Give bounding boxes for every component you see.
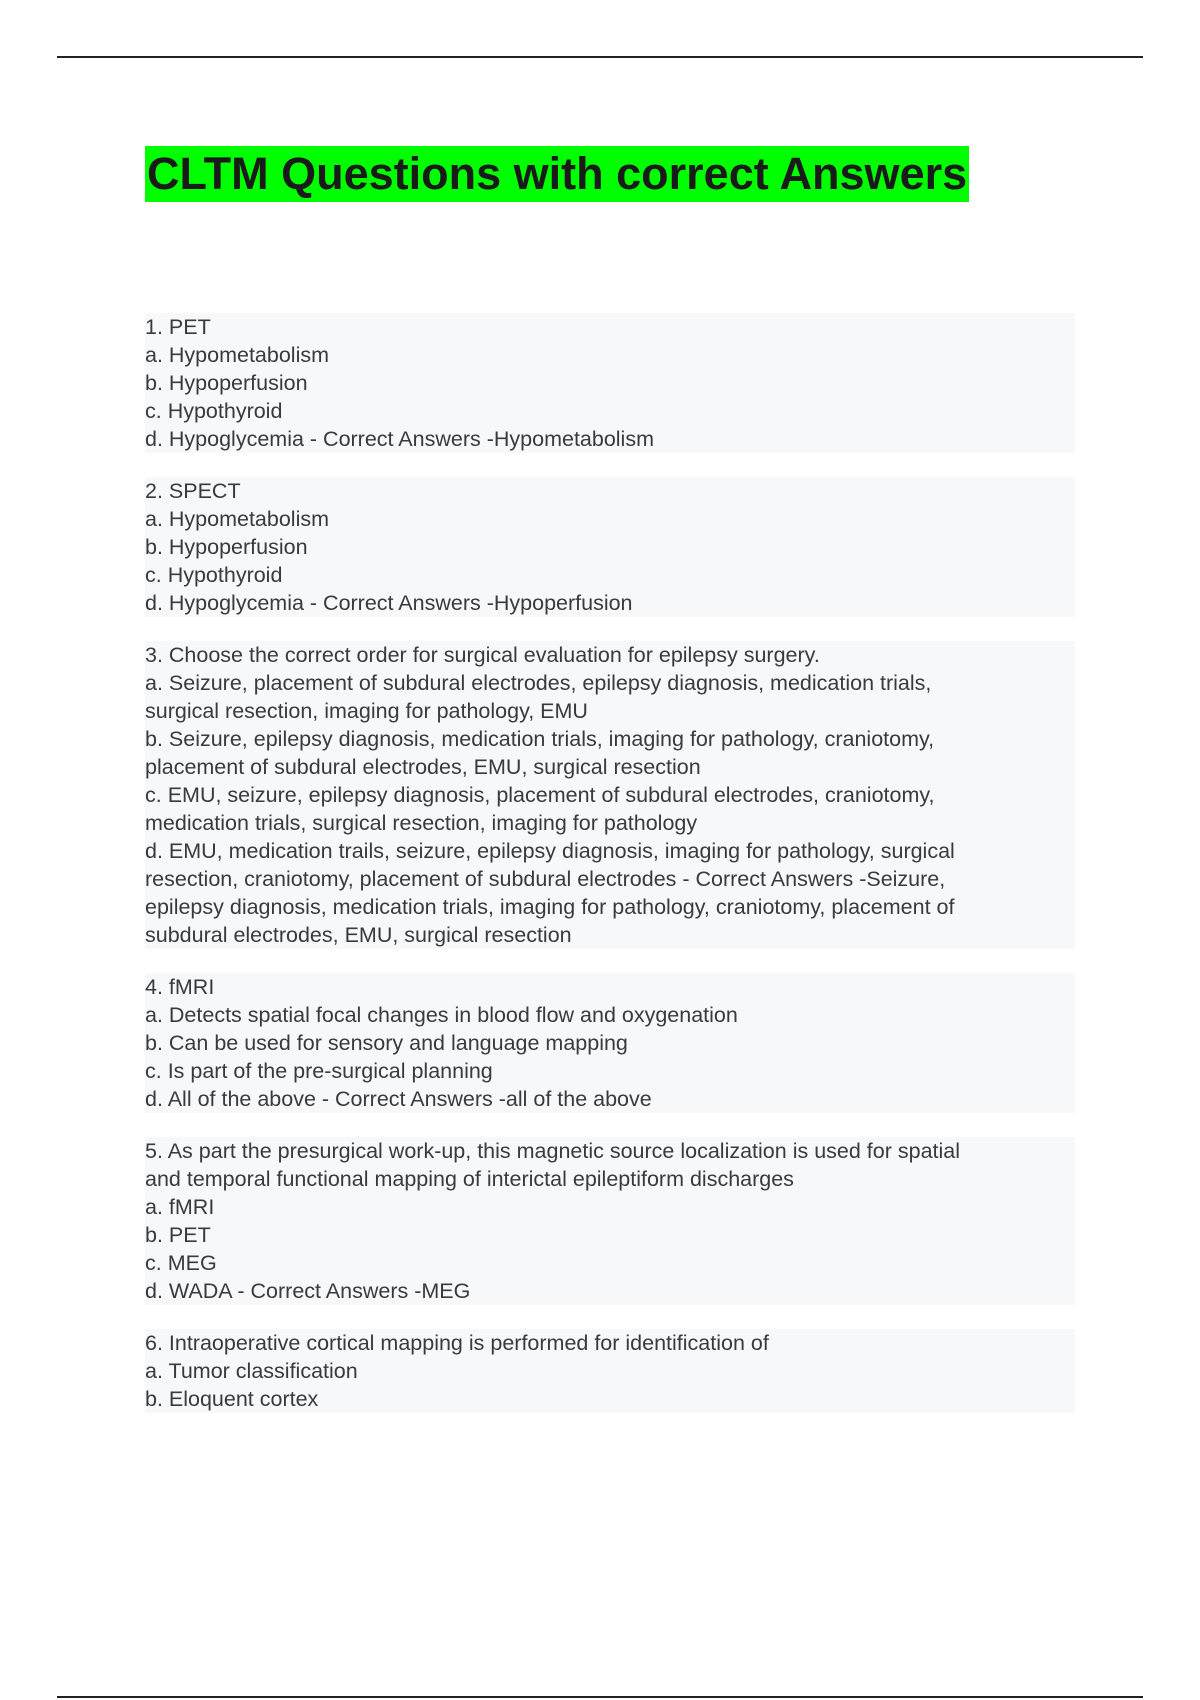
top-divider — [57, 56, 1143, 58]
answer-option: d. WADA - Correct Answers -MEG — [145, 1279, 471, 1303]
answer-option: resection, craniotomy, placement of subdural electrodes - Correct Answers -Seizure, — [145, 867, 946, 891]
bottom-divider — [57, 1696, 1143, 1698]
answer-option: a. Hypometabolism — [145, 507, 330, 531]
answer-option: placement of subdural electrodes, EMU, surgical resection — [145, 755, 701, 779]
answer-option: b. Hypoperfusion — [145, 371, 308, 395]
answer-option: b. Eloquent cortex — [145, 1387, 319, 1411]
answer-option: a. Seizure, placement of subdural electrodes, epilepsy diagnosis, medication trials, — [145, 671, 932, 695]
question-block — [145, 1137, 1075, 1305]
question-block — [145, 973, 1075, 1113]
answer-option: a. Tumor classification — [145, 1359, 358, 1383]
question-block — [145, 1329, 1075, 1413]
question-text: 3. Choose the correct order for surgical evaluation for epilepsy surgery. — [145, 643, 820, 667]
answer-option: epilepsy diagnosis, medication trials, imaging for pathology, craniotomy, placement of — [145, 895, 955, 919]
answer-option: d. Hypoglycemia - Correct Answers -Hypoperfusion — [145, 591, 633, 615]
answer-option: c. Hypothyroid — [145, 563, 283, 587]
question-text: 4. fMRI — [145, 975, 215, 999]
question-text: 2. SPECT — [145, 479, 241, 503]
question-text: 1. PET — [145, 315, 211, 339]
answer-option: c. Hypothyroid — [145, 399, 283, 423]
answer-option: medication trials, surgical resection, imaging for pathology — [145, 811, 698, 835]
question-block — [145, 477, 1075, 617]
page-title: CLTM Questions with correct Answers — [145, 146, 969, 202]
answer-option: b. Can be used for sensory and language mapping — [145, 1031, 628, 1055]
answer-option: d. EMU, medication trails, seizure, epilepsy diagnosis, imaging for pathology, surgical — [145, 839, 955, 863]
question-text: 6. Intraoperative cortical mapping is performed for identification of — [145, 1331, 769, 1355]
question-block — [145, 641, 1075, 949]
answer-option: c. MEG — [145, 1251, 217, 1275]
answer-option: c. Is part of the pre-surgical planning — [145, 1059, 493, 1083]
answer-option: and temporal functional mapping of interictal epileptiform discharges — [145, 1167, 794, 1191]
answer-option: a. Hypometabolism — [145, 343, 330, 367]
answer-option: b. PET — [145, 1223, 211, 1247]
answer-option: b. Hypoperfusion — [145, 535, 308, 559]
answer-option: subdural electrodes, EMU, surgical resection — [145, 923, 572, 947]
answer-option: d. Hypoglycemia - Correct Answers -Hypometabolism — [145, 427, 654, 451]
question-block — [145, 313, 1075, 453]
question-list — [145, 313, 1075, 1437]
answer-option: a. fMRI — [145, 1195, 215, 1219]
question-text: 5. As part the presurgical work-up, this magnetic source localization is used for spatial — [145, 1139, 961, 1163]
title-container — [145, 146, 969, 202]
answer-option: b. Seizure, epilepsy diagnosis, medication trials, imaging for pathology, craniotomy, — [145, 727, 935, 751]
answer-option: a. Detects spatial focal changes in blood flow and oxygenation — [145, 1003, 738, 1027]
answer-option: surgical resection, imaging for pathology, EMU — [145, 699, 588, 723]
answer-option: d. All of the above - Correct Answers -all of the above — [145, 1087, 652, 1111]
answer-option: c. EMU, seizure, epilepsy diagnosis, placement of subdural electrodes, craniotomy, — [145, 783, 935, 807]
